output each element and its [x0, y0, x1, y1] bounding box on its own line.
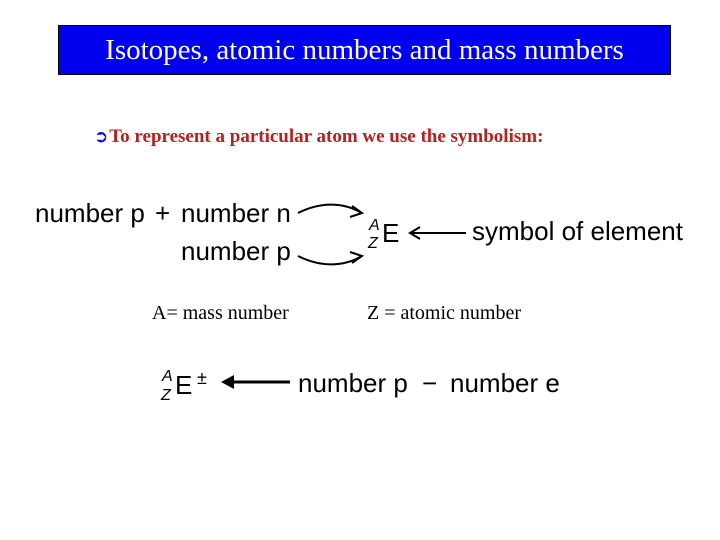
mass-number-label: A= mass number	[152, 302, 289, 324]
mass-number-symbol: A	[369, 217, 380, 234]
plus-sign: +	[155, 198, 171, 228]
atomic-number-symbol-2: Z	[161, 387, 171, 404]
symbol-of-element-text: symbol of element	[472, 216, 683, 246]
curved-arrow-upper	[298, 205, 360, 213]
charge-symbol: ±	[197, 368, 207, 388]
number-p-text-2: number p	[298, 368, 408, 398]
number-p-text: number p	[35, 198, 145, 228]
element-symbol: E	[382, 218, 400, 248]
number-p-lower-text: number p	[181, 236, 291, 266]
bullet-text: To represent a particular atom we use the symbolism:	[109, 126, 544, 147]
number-e-text: number e	[450, 368, 560, 398]
element-symbol-2: E	[175, 370, 193, 400]
atomic-number-symbol: Z	[368, 235, 378, 252]
minus-sign: −	[422, 368, 438, 398]
atomic-number-label: Z = atomic number	[367, 302, 522, 324]
curved-arrow-lower	[298, 256, 360, 264]
thick-left-arrow-head	[221, 375, 234, 389]
arrow-bullet-icon: ➲	[94, 127, 109, 147]
slide-title: Isotopes, atomic numbers and mass numbers	[105, 33, 624, 66]
mass-number-symbol-2: A	[162, 368, 173, 385]
number-n-text: number n	[181, 198, 291, 228]
